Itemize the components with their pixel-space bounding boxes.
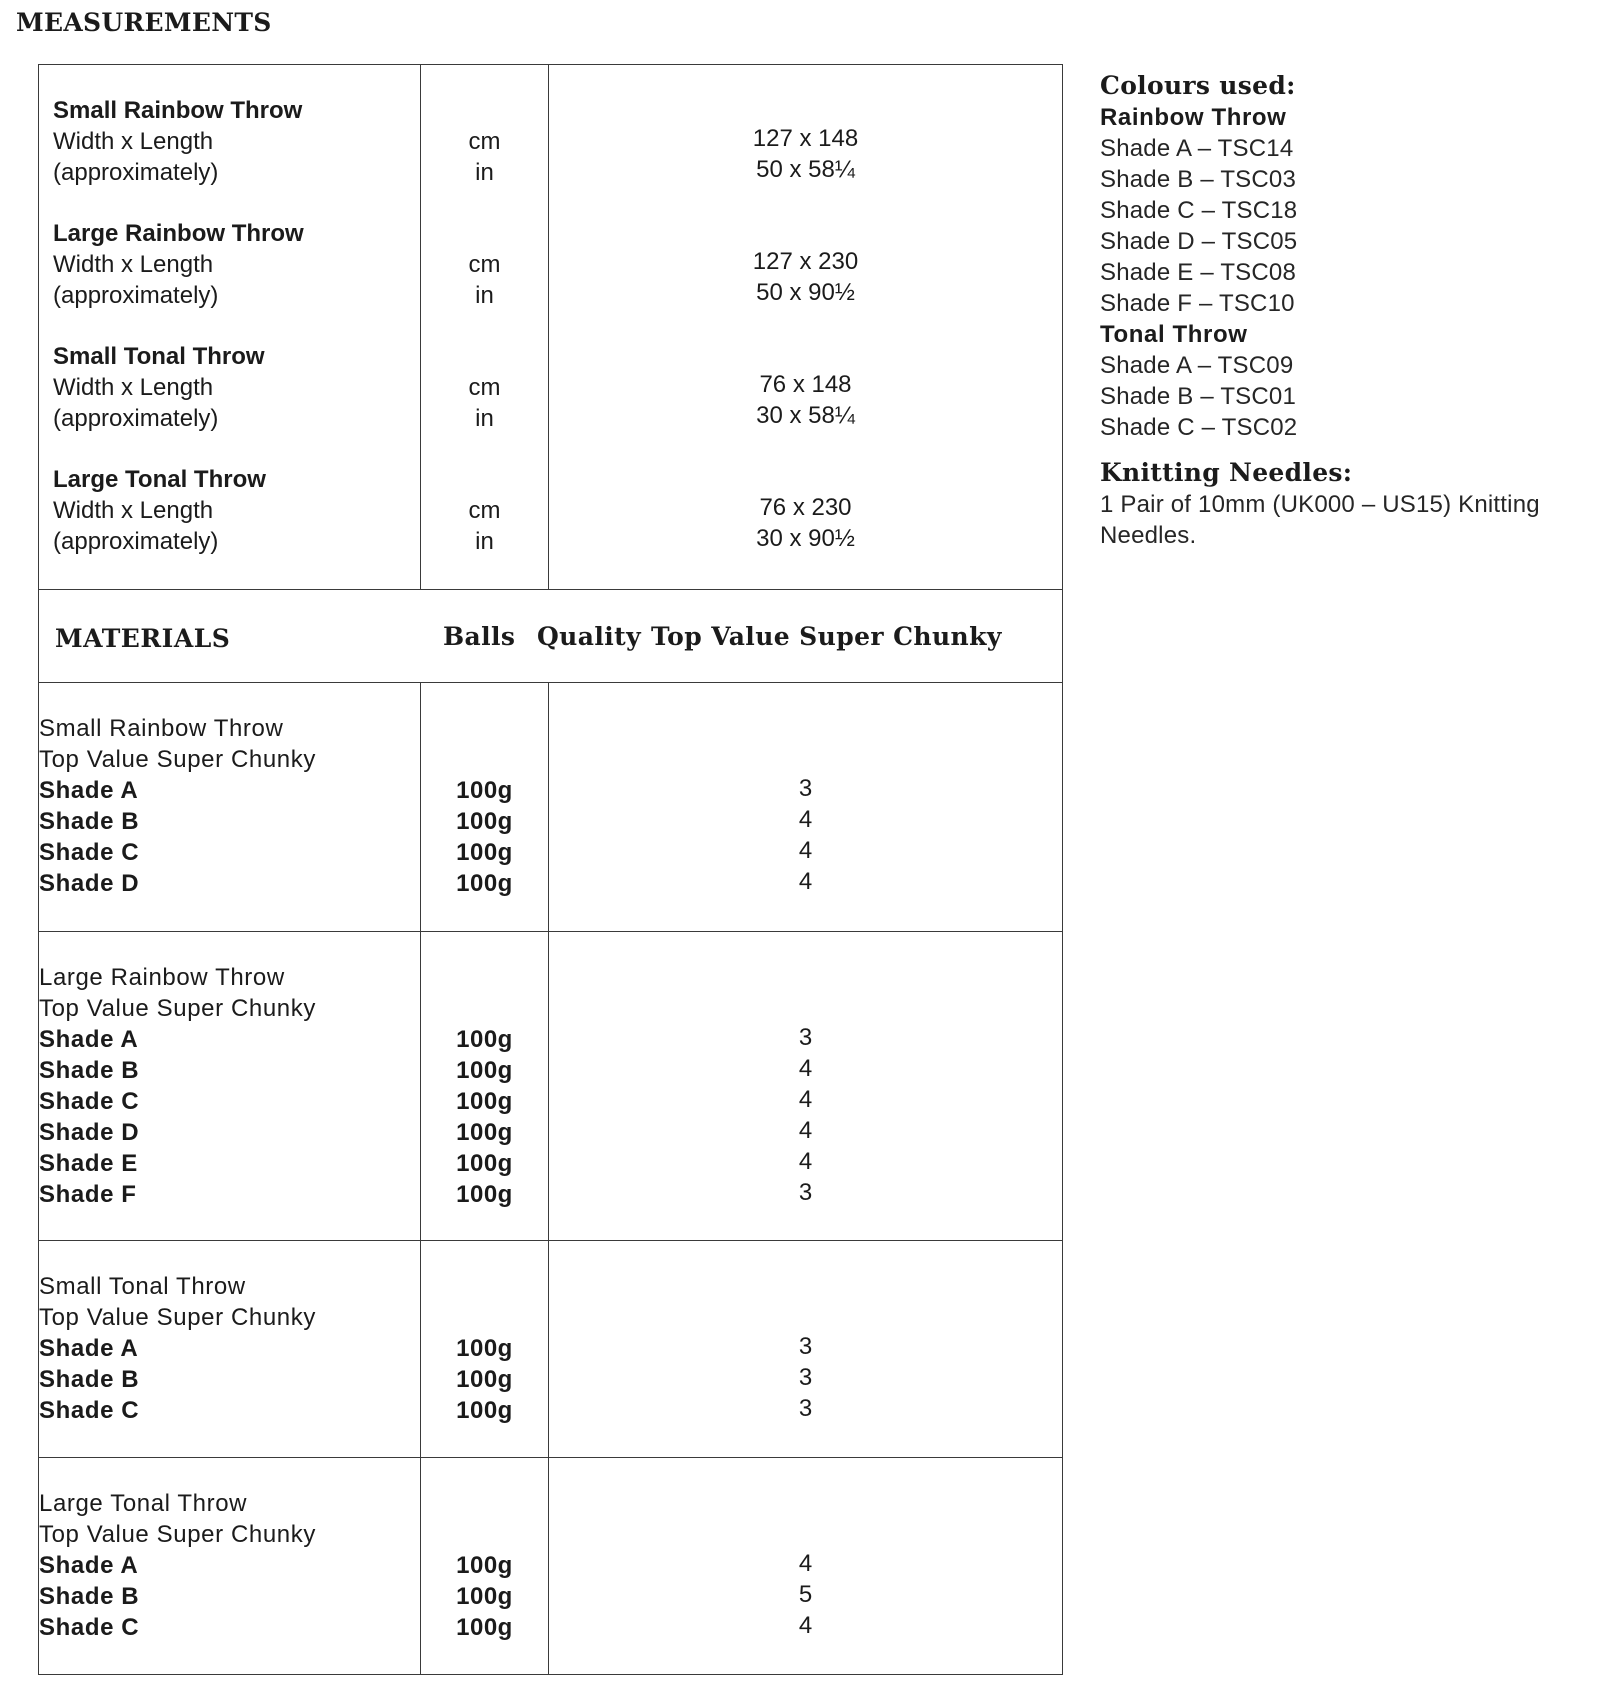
- shade-label: Shade A: [39, 1552, 139, 1579]
- value-cm: 76 x 230: [759, 494, 852, 521]
- unit-in: in: [475, 282, 494, 309]
- shade-label: Shade B: [39, 1057, 140, 1084]
- materials-group-weights: [421, 1458, 549, 1675]
- value-in: 30 x 90½: [756, 525, 855, 552]
- materials-group-names: [39, 683, 421, 932]
- shade-label: Shade A: [39, 1335, 139, 1362]
- shade-weight: 100g: [456, 1366, 513, 1393]
- units-wrap: [421, 311, 548, 434]
- units-wrap: [421, 65, 548, 188]
- measurement-dim-label: Width x Length: [53, 251, 214, 278]
- group-counts-wrap: [549, 683, 1062, 897]
- shade-label: Shade B: [39, 1583, 140, 1610]
- shade-weight: 100g: [456, 1614, 513, 1641]
- colour-item: Shade A – TSC09: [1100, 352, 1294, 379]
- measurement-title: Small Rainbow Throw: [53, 97, 303, 124]
- shade-balls: 4: [798, 806, 813, 833]
- value-in: 50 x 58¼: [756, 156, 855, 183]
- unit-in: in: [475, 405, 494, 432]
- colour-item: Shade E – TSC08: [1100, 259, 1297, 286]
- value-in: 50 x 90½: [756, 279, 855, 306]
- measurement-approx: (approximately): [53, 405, 219, 432]
- colour-section-title: Tonal Throw: [1100, 321, 1248, 348]
- shade-weight: 100g: [456, 1181, 513, 1208]
- shade-weight: 100g: [456, 1119, 513, 1146]
- value-cm: 127 x 148: [752, 125, 859, 152]
- materials-group-balls: [549, 932, 1063, 1241]
- units-wrap: [421, 434, 548, 557]
- unit-cm: cm: [468, 374, 501, 401]
- measurement-title: Small Tonal Throw: [53, 343, 265, 370]
- shade-label: Shade D: [39, 1119, 140, 1146]
- colour-item: Shade C – TSC18: [1100, 197, 1298, 224]
- materials-header-cell: [39, 590, 1063, 683]
- shade-label: Shade D: [39, 870, 140, 897]
- shade-balls: 3: [798, 1395, 813, 1422]
- unit-cm: cm: [468, 497, 501, 524]
- group-quality: Top Value Super Chunky: [39, 1521, 316, 1548]
- materials-group-weights: [421, 932, 549, 1241]
- shade-label: Shade B: [39, 808, 140, 835]
- needles-heading: Knitting Needles:: [1100, 458, 1353, 487]
- group-title: Small Tonal Throw: [39, 1273, 246, 1300]
- measurement-approx: (approximately): [53, 282, 219, 309]
- shade-balls: 4: [798, 1055, 813, 1082]
- shade-label: Shade B: [39, 1366, 140, 1393]
- measurement-block: [39, 188, 420, 311]
- page-heading: MEASUREMENTS: [16, 8, 272, 37]
- group-counts-wrap: [549, 1241, 1062, 1424]
- group-title: Large Tonal Throw: [39, 1490, 248, 1517]
- measurements-units-cell: [421, 65, 549, 590]
- colour-section-title: Rainbow Throw: [1100, 104, 1287, 131]
- needles-line-1: 1 Pair of 10mm (UK000 – US15) Knitting: [1100, 491, 1540, 518]
- shade-balls: 3: [798, 1333, 813, 1360]
- shade-balls: 4: [798, 1117, 813, 1144]
- shade-weight: 100g: [456, 1583, 513, 1610]
- materials-group-balls: [549, 683, 1063, 932]
- unit-in: in: [475, 159, 494, 186]
- group-names-wrap: [39, 932, 420, 1210]
- shade-weight: 100g: [456, 1026, 513, 1053]
- shade-label: Shade C: [39, 1088, 140, 1115]
- colour-item: Shade A – TSC14: [1100, 135, 1294, 162]
- measurement-values: [549, 434, 1062, 557]
- needles-line-2: Needles.: [1100, 522, 1197, 549]
- materials-group-weights: [421, 683, 549, 932]
- shade-label: Shade A: [39, 777, 139, 804]
- measurement-block: [39, 434, 420, 557]
- value-cm: 127 x 230: [752, 248, 859, 275]
- group-names-wrap: [39, 1458, 420, 1643]
- materials-group-names: [39, 1241, 421, 1458]
- value-in: 30 x 58¼: [756, 402, 855, 429]
- shade-label: Shade C: [39, 839, 140, 866]
- group-names-wrap: [39, 683, 420, 899]
- materials-group-row: [39, 1241, 1063, 1458]
- group-quality: Top Value Super Chunky: [39, 1304, 316, 1331]
- values-wrap: [549, 188, 1062, 308]
- measurement-block: [39, 65, 420, 188]
- shade-label: Shade A: [39, 1026, 139, 1053]
- shade-label: Shade F: [39, 1181, 137, 1208]
- measurement-dim-label: Width x Length: [53, 497, 214, 524]
- group-weights-wrap: [421, 1458, 548, 1643]
- materials-group-balls: [549, 1458, 1063, 1675]
- materials-group-row: [39, 932, 1063, 1241]
- shade-weight: 100g: [456, 870, 513, 897]
- shade-balls: 4: [798, 1148, 813, 1175]
- measurement-dim-label: Width x Length: [53, 128, 214, 155]
- shade-weight: 100g: [456, 808, 513, 835]
- colours-heading: Colours used:: [1100, 71, 1296, 100]
- shade-weight: 100g: [456, 777, 513, 804]
- values-wrap: [549, 311, 1062, 431]
- shade-balls: 3: [798, 1364, 813, 1391]
- measurement-title: Large Tonal Throw: [53, 466, 266, 493]
- shade-weight: 100g: [456, 1552, 513, 1579]
- measurement-units: [421, 311, 548, 434]
- materials-group-names: [39, 1458, 421, 1675]
- group-title: Large Rainbow Throw: [39, 964, 285, 991]
- shade-balls: 3: [798, 1179, 813, 1206]
- shade-weight: 100g: [456, 1088, 513, 1115]
- units-wrap: [421, 188, 548, 311]
- shade-label: Shade E: [39, 1150, 138, 1177]
- colour-item: Shade F – TSC10: [1100, 290, 1295, 317]
- measurement-values: [549, 311, 1062, 434]
- measurement-values: [549, 188, 1062, 311]
- measurements-values-cell: [549, 65, 1063, 590]
- measurements-names-cell: [39, 65, 421, 590]
- materials-group-row: [39, 1458, 1063, 1675]
- shade-weight: 100g: [456, 1150, 513, 1177]
- materials-group-row: [39, 683, 1063, 932]
- materials-label: MATERIALS: [55, 624, 231, 653]
- materials-header-row: [39, 590, 1063, 683]
- group-counts-wrap: [549, 1458, 1062, 1641]
- group-weights-wrap: [421, 683, 548, 899]
- value-cm: 76 x 148: [759, 371, 852, 398]
- materials-group-weights: [421, 1241, 549, 1458]
- measurement-dim-label: Width x Length: [53, 374, 214, 401]
- side-panel: [1100, 70, 1600, 551]
- measurement-units: [421, 434, 548, 557]
- measurement-units: [421, 188, 548, 311]
- group-weights-wrap: [421, 932, 548, 1210]
- shade-balls: 4: [798, 1550, 813, 1577]
- values-wrap: [549, 65, 1062, 185]
- shade-label: Shade C: [39, 1397, 140, 1424]
- colour-item: Shade C – TSC02: [1100, 414, 1298, 441]
- shade-weight: 100g: [456, 1057, 513, 1084]
- shade-balls: 3: [798, 775, 813, 802]
- measurements-row: [39, 65, 1063, 590]
- measurement-approx: (approximately): [53, 159, 219, 186]
- materials-group-balls: [549, 1241, 1063, 1458]
- shade-balls: 5: [798, 1581, 813, 1608]
- shade-label: Shade C: [39, 1614, 140, 1641]
- colour-item: Shade B – TSC01: [1100, 383, 1297, 410]
- shade-balls: 4: [798, 837, 813, 864]
- shade-balls: 3: [798, 1024, 813, 1051]
- measurement-block: [39, 311, 420, 434]
- colour-item: Shade B – TSC03: [1100, 166, 1297, 193]
- group-quality: Top Value Super Chunky: [39, 746, 316, 773]
- materials-group-names: [39, 932, 421, 1241]
- shade-weight: 100g: [456, 1335, 513, 1362]
- colour-item: Shade D – TSC05: [1100, 228, 1298, 255]
- shade-balls: 4: [798, 1612, 813, 1639]
- group-title: Small Rainbow Throw: [39, 715, 284, 742]
- shade-balls: 4: [798, 868, 813, 895]
- shade-balls: 4: [798, 1086, 813, 1113]
- measurement-title: Large Rainbow Throw: [53, 220, 304, 247]
- unit-cm: cm: [468, 251, 501, 278]
- shade-weight: 100g: [456, 1397, 513, 1424]
- quality-header: Quality: [537, 622, 642, 651]
- group-names-wrap: [39, 1241, 420, 1426]
- measurement-values: [549, 65, 1062, 188]
- quality-value-header: Top Value Super Chunky: [651, 622, 1002, 651]
- balls-header: Balls: [443, 622, 516, 651]
- measurement-approx: (approximately): [53, 528, 219, 555]
- group-quality: Top Value Super Chunky: [39, 995, 316, 1022]
- measurement-units: [421, 65, 548, 188]
- group-weights-wrap: [421, 1241, 548, 1426]
- unit-cm: cm: [468, 128, 501, 155]
- unit-in: in: [475, 528, 494, 555]
- measurements-materials-table: [38, 64, 1063, 1675]
- shade-weight: 100g: [456, 839, 513, 866]
- group-counts-wrap: [549, 932, 1062, 1208]
- values-wrap: [549, 434, 1062, 554]
